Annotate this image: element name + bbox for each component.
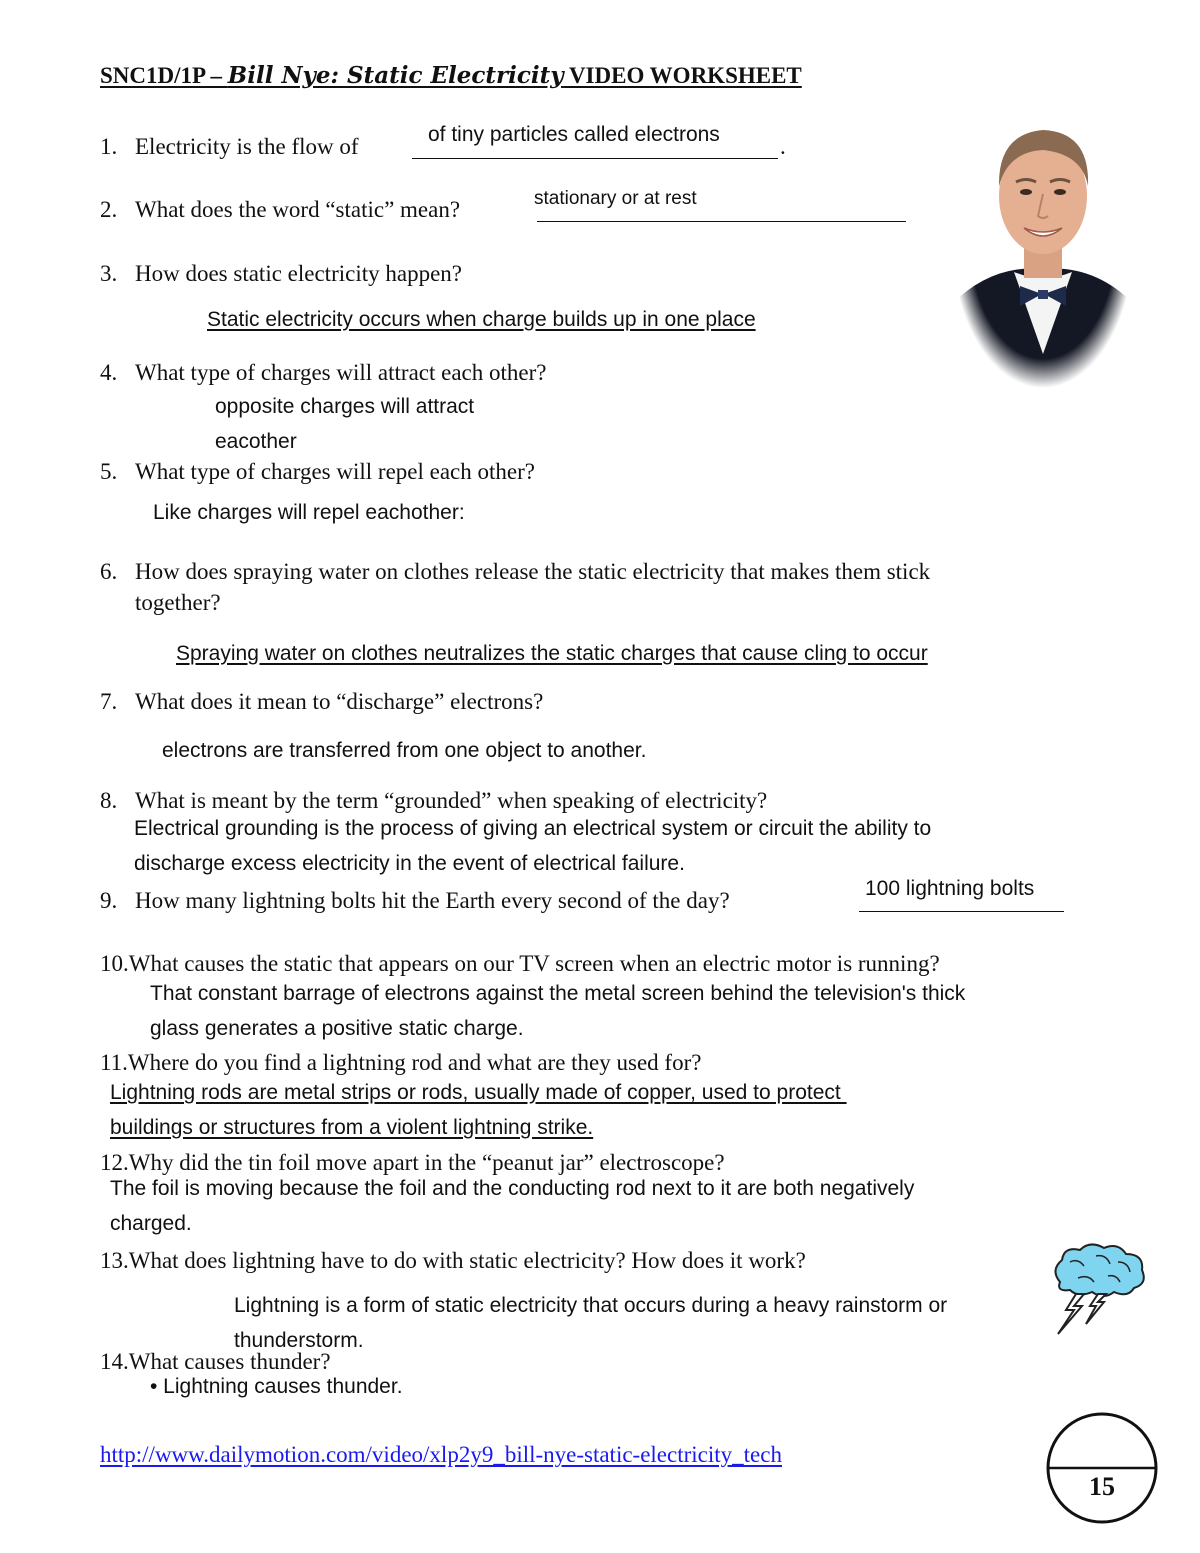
question-number: 9. [100,888,118,913]
answer-4-line-1: opposite charges will attract [215,395,475,418]
question-14 [100,1349,331,1375]
question-10 [100,951,940,977]
answer-8-line-1: Electrical grounding is the process of giving an electrical system or circuit the ability to [134,817,932,840]
question-number: 5. [100,459,118,484]
answer-10-line-2: glass generates a positive static charge. [150,1017,524,1040]
answer-7: electrons are transferred from one object to another. [162,739,647,762]
course-code: SNC1D/1P – [100,63,228,88]
question-text: Electricity is the flow of [135,134,359,159]
answer-line [412,158,778,159]
answer-4-line-2: eacother [215,430,297,453]
question-number: 3. [100,261,118,286]
question-3 [100,261,462,287]
question-text-continued: together? [135,590,221,615]
question-text: What does it mean to “discharge” electrons? [135,689,544,714]
question-12 [100,1150,725,1176]
question-2 [100,197,460,223]
answer-8-line-2: discharge excess electricity in the event of electrical failure. [134,852,685,875]
answer-13-line-2: thunderstorm. [234,1329,364,1352]
answer-3: Static electricity occurs when charge builds up in one place [207,308,756,331]
question-number: 10. [100,951,129,976]
answer-12-line-2: charged. [110,1212,192,1235]
question-1 [100,134,359,160]
question-text: How does static electricity happen? [135,261,462,286]
question-number: 7. [100,689,118,714]
question-text: What does lightning have to do with static electricity? How does it work? [128,1248,806,1273]
question-text: What causes the static that appears on our TV screen when an electric motor is running? [128,951,940,976]
answer-11-line-1: Lightning rods are metal strips or rods, usually made of copper, used to protect [110,1081,847,1104]
question-11 [100,1050,701,1076]
title-suffix: VIDEO WORKSHEET [563,63,802,88]
question-8 [100,788,767,814]
question-text: How does spraying water on clothes release the static electricity that makes them stick [135,559,931,584]
question-text: What type of charges will attract each other? [135,360,547,385]
answer-13-line-1: Lightning is a form of static electricity that occurs during a heavy rainstorm or [234,1294,948,1317]
question-9 [100,888,730,914]
question-text: How many lightning bolts hit the Earth every second of the day? [135,888,730,913]
question-number: 4. [100,360,118,385]
question-number: 11. [100,1050,128,1075]
question-text: What causes thunder? [128,1349,331,1374]
answer-5: Like charges will repel eachother: [153,501,465,524]
question-6 [100,559,930,585]
question-number: 14. [100,1349,129,1374]
question-13 [100,1248,806,1274]
answer-11-line-2: buildings or structures from a violent lightning strike. [110,1116,594,1139]
question-number: 6. [100,559,118,584]
answer-line [859,911,1064,912]
score-total: 15 [1089,1472,1115,1501]
question-text: What is meant by the term “grounded” when speaking of electricity? [135,788,768,813]
score-circle [1045,1411,1159,1525]
answer-line [537,221,906,222]
answer-12-line-1: The foil is moving because the foil and the conducting rod next to it are both negatively [110,1177,915,1200]
question-4 [100,360,546,386]
question-punctuation: . [780,134,786,159]
question-text: Where do you find a lightning rod and what are they used for? [127,1050,702,1075]
topic-title: Bill Nye: Static Electricity [227,62,564,89]
answer-1: of tiny particles called electrons [428,123,720,146]
answer-9: 100 lightning bolts [865,877,1035,900]
question-7 [100,689,543,715]
answer-10-line-1: That constant barrage of electrons against the metal screen behind the television's thick [150,982,966,1005]
answer-6: Spraying water on clothes neutralizes the static charges that cause cling to occur [176,642,928,665]
video-link[interactable]: http://www.dailymotion.com/video/xlp2y9_bill-nye-static-electricity_tech [100,1442,782,1467]
question-text: Why did the tin foil move apart in the “peanut jar” electroscope? [128,1150,725,1175]
question-number: 1. [100,134,118,159]
question-text: What type of charges will repel each other? [135,459,535,484]
question-number: 13. [100,1248,129,1273]
question-number: 8. [100,788,118,813]
question-number: 12. [100,1150,129,1175]
answer-14: • Lightning causes thunder. [150,1375,403,1398]
question-number: 2. [100,197,118,222]
worksheet-title [100,62,802,89]
question-5 [100,459,535,485]
question-text: What does the word “static” mean? [135,197,461,222]
answer-2: stationary or at rest [534,188,697,209]
bill-nye-portrait [952,94,1134,389]
lightning-cloud-icon [1048,1240,1148,1338]
